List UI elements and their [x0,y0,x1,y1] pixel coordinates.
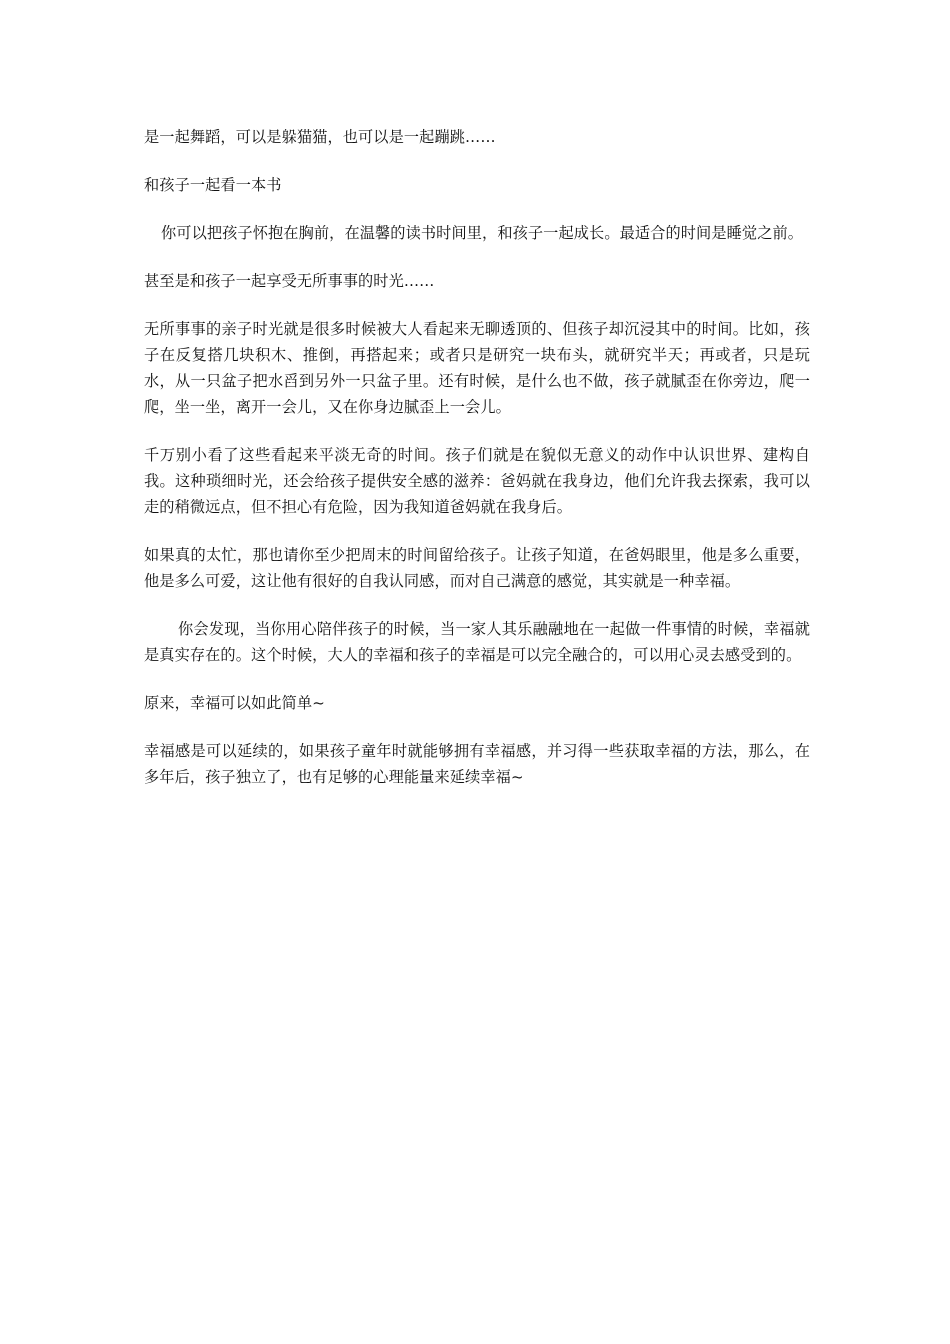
section-heading-idle-time: 甚至是和孩子一起享受无所事事的时光…… [144,272,435,290]
paragraph-10: 幸福感是可以延续的，如果孩子童年时就能够拥有幸福感，并习得一些获取幸福的方法，那么，在多年后，孩子独立了，也有足够的心理能量来延续幸福~ [144,742,810,786]
paragraph-7: 如果真的太忙，那也请你至少把周末的时间留给孩子。让孩子知道，在爸妈眼里，他是多么重要，他是多么可爱，这让他有很好的自我认同感，而对自己满意的感觉，其实就是一种幸福。 [144,546,810,590]
paragraph-5: 无所事事的亲子时光就是很多时候被大人看起来无聊透顶的、但孩子却沉浸其中的时间。比如，孩子在反复搭几块积木、推倒，再搭起来；或者只是研究一块布头，就研究半天；再或者，只是玩水，从一只盆子把水舀到另外一只盆子里。还有时候，是什么也不做，孩子就腻歪在你旁边，爬一爬，坐一坐，离开一会儿，又在你身边腻歪上一会儿。 [144,320,810,416]
document-body [144,124,810,812]
paragraph-8: 你会发现，当你用心陪伴孩子的时候，当一家人其乐融融地在一起做一件事情的时候，幸福就是真实存在的。这个时候，大人的幸福和孩子的幸福是可以完全融合的，可以用心灵去感受到的。 [144,620,810,664]
paragraph-6: 千万别小看了这些看起来平淡无奇的时间。孩子们就是在貌似无意义的动作中认识世界、建构自我。这种琐细时光，还会给孩子提供安全感的滋养：爸妈就在我身边，他们允许我去探索，我可以走的稍微远点，但不担心有危险，因为我知道爸妈就在我身后。 [144,446,810,516]
paragraph-9: 原来，幸福可以如此简单~ [144,694,325,712]
paragraph-3: 你可以把孩子怀抱在胸前，在温馨的读书时间里，和孩子一起成长。最适合的时间是睡觉之前。 [161,224,804,242]
paragraph-1: 是一起舞蹈，可以是躲猫猫，也可以是一起蹦跳…… [144,128,496,146]
section-heading-read-book: 和孩子一起看一本书 [144,176,282,194]
